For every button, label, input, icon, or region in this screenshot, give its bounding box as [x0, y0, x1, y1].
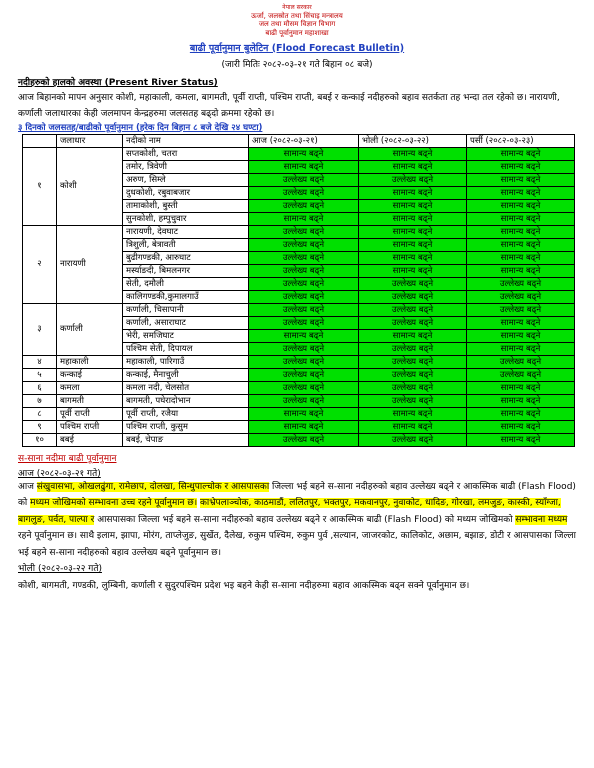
header-government: नेपाल सरकार [282, 4, 312, 11]
river-station: त्रिशुली, बेत्रावती [123, 238, 249, 251]
forecast-tomorrow: उल्लेख्य बढ्ने [359, 342, 467, 355]
highlighted-text: मध्यम जोखिमको सम्भावना उच्च रहने पूर्वानुमान छ। [30, 498, 198, 509]
river-station: तमोर, त्रिवेणी [123, 160, 249, 173]
forecast-today: उल्लेख्य बढ्ने [249, 173, 359, 186]
forecast-today: सामान्य बढ्ने [249, 160, 359, 173]
table-row [23, 355, 575, 368]
table-row [23, 381, 575, 394]
table-row [23, 225, 575, 238]
forecast-day-after: सामान्य बढ्ने [467, 212, 575, 225]
river-station: मर्स्याङदी, बिमलनगर [123, 264, 249, 277]
forecast-tomorrow: उल्लेख्य बढ्ने [359, 303, 467, 316]
col-header-today: आज (२०८२-०३-२१) [249, 134, 359, 147]
basin-number: ३ [23, 303, 57, 355]
forecast-day-after: सामान्य बढ्ने [467, 251, 575, 264]
river-station: सुनकोशी, हम्पुचुवार [123, 212, 249, 225]
forecast-today: उल्लेख्य बढ्ने [249, 433, 359, 446]
paragraph-text: आसपासका जिल्ला भई बहने स-साना नदीहरुको बहाव उल्लेख्य बढ्ने र आकस्मिक बाढी (Flash Flood) को मध्यम जोखिमको [94, 514, 516, 525]
forecast-tomorrow: उल्लेख्य बढ्ने [359, 381, 467, 394]
header-department: जल तथा मौसम विज्ञान विभाग [258, 20, 336, 29]
forecast-day-after: सामान्य बढ्ने [467, 199, 575, 212]
basin-number: ८ [23, 407, 57, 420]
forecast-today: उल्लेख्य बढ्ने [249, 264, 359, 277]
highlighted-text: संखुवासभा, ओखलढुंगा, रामेछाप, दोलखा, सिन्धुपाल्चोक र आसपासका [36, 481, 270, 492]
forecast-tomorrow: सामान्य बढ्ने [359, 212, 467, 225]
basin-name: कर्णाली [57, 303, 123, 355]
forecast-tomorrow: उल्लेख्य बढ्ने [359, 394, 467, 407]
forecast-tomorrow: उल्लेख्य बढ्ने [359, 316, 467, 329]
basin-number: १० [23, 433, 57, 446]
forecast-day-after: उल्लेख्य बढ्ने [467, 355, 575, 368]
forecast-tomorrow: सामान्य बढ्ने [359, 147, 467, 160]
river-station: दुधकोशी, रबुवाबजार [123, 186, 249, 199]
river-station: अरुण, सिम्ले [123, 173, 249, 186]
forecast-today: उल्लेख्य बढ्ने [249, 342, 359, 355]
basin-name: बागमती [57, 394, 123, 407]
basin-number: ५ [23, 368, 57, 381]
forecast-tomorrow: सामान्य बढ्ने [359, 225, 467, 238]
basin-number: ७ [23, 394, 57, 407]
table-row [23, 147, 575, 160]
river-station: महाकाली, पारिगाउँ [123, 355, 249, 368]
paragraph-text: जिल्ला भई बहने स-साना नदीहरुको बहाव उल्लेख्य बढ्ने र आकस्मिक बाढी (Flash Flood) को [18, 481, 576, 509]
forecast-day-after: सामान्य बढ्ने [467, 316, 575, 329]
forecast-tomorrow: उल्लेख्य बढ्ने [359, 173, 467, 186]
river-station: कालिगण्डकी,कुमालगाउँ [123, 290, 249, 303]
table-row [23, 407, 575, 420]
forecast-day-after: उल्लेख्य बढ्ने [467, 368, 575, 381]
forecast-today: उल्लेख्य बढ्ने [249, 316, 359, 329]
col-header-tomorrow: भोली (२०८२-०३-२२) [359, 134, 467, 147]
basin-name: कन्काई [57, 368, 123, 381]
forecast-day-after: सामान्य बढ्ने [467, 225, 575, 238]
header-division: बाढी पूर्वानुमान महाशाखा [265, 29, 329, 37]
forecast-today: सामान्य बढ्ने [249, 147, 359, 160]
forecast-today: उल्लेख्य बढ्ने [249, 355, 359, 368]
forecast-tomorrow: सामान्य बढ्ने [359, 199, 467, 212]
tomorrow-label: भोली (२०८२-०३-२२ गते) [18, 564, 102, 575]
basin-name: बबई [57, 433, 123, 446]
forecast-day-after: सामान्य बढ्ने [467, 329, 575, 342]
forecast-tomorrow: उल्लेख्य बढ्ने [359, 277, 467, 290]
river-station: सेती, दमौली [123, 277, 249, 290]
river-station: पश्चिम राप्ती, कुसुम [123, 420, 249, 433]
basin-name: महाकाली [57, 355, 123, 368]
paragraph-text: रहने पूर्वानुमान छ। साथै इलाम, झापा, मोरंग, ताप्लेजुङ, सुर्खेत, दैलेख, रुकुम पश्चिम, रुकुम पुर्व ,सल्यान, जाजरकोट, कालिकोट, अछाम, बझाङ, डोटी र आसपासका जिल्ला भई बहने स-साना नदीहरुको बहाव उल्लेख्य बढ्ने पूर्वानुमान छ। [18, 531, 576, 558]
basin-name: पश्चिम राप्ती [57, 420, 123, 433]
forecast-tomorrow: उल्लेख्य बढ्ने [359, 290, 467, 303]
river-station: सप्तकोशी, चतरा [123, 147, 249, 160]
forecast-tomorrow: उल्लेख्य बढ्ने [359, 355, 467, 368]
river-station: बुढीगण्डकी, आरुघाट [123, 251, 249, 264]
bulletin-title: बाढी पूर्वानुमान बुलेटिन (Flood Forecast Bulletin) [189, 42, 405, 54]
river-station: नारायणी, देवघाट [123, 225, 249, 238]
basin-name: कमला [57, 381, 123, 394]
col-header-number [23, 134, 57, 147]
forecast-today: सामान्य बढ्ने [249, 329, 359, 342]
river-station: पूर्वी राप्ती, रजैया [123, 407, 249, 420]
table-header-row [23, 134, 575, 147]
forecast-today: उल्लेख्य बढ्ने [249, 238, 359, 251]
highlighted-text: सम्भावना मध्यम [515, 514, 568, 525]
basin-name: नारायणी [57, 225, 123, 303]
river-station: कमला नदी, चेलसोत [123, 381, 249, 394]
basin-number: १ [23, 147, 57, 225]
forecast-day-after: सामान्य बढ्ने [467, 238, 575, 251]
river-station: तामाकोशी, बुस्ती [123, 199, 249, 212]
col-header-river: नदीको नाम [123, 134, 249, 147]
forecast-today: उल्लेख्य बढ्ने [249, 368, 359, 381]
forecast-day-after: सामान्य बढ्ने [467, 264, 575, 277]
table-body [23, 147, 575, 446]
forecast-today: उल्लेख्य बढ्ने [249, 277, 359, 290]
forecast-today: सामान्य बढ्ने [249, 420, 359, 433]
forecast-day-after: उल्लेख्य बढ्ने [467, 277, 575, 290]
basin-name: पूर्वी राप्ती [57, 407, 123, 420]
river-station: बागमती, पघेरादोभान [123, 394, 249, 407]
table-row [23, 433, 575, 446]
highlighted-text: काभ्रेपलाञ्चोक, काठमाडौं, ललितपुर, भक्तपुर, मकवानपुर, नुवाकोट, धादिङ, गोरखा, लमजुङ, कास्की, स्याँग्जा, बागलुङ, पर्वत, पाल्पा र [18, 498, 561, 525]
forecast-today: उल्लेख्य बढ्ने [249, 225, 359, 238]
river-station: कर्णाली, असाराघाट [123, 316, 249, 329]
col-header-basin: जलाधार [57, 134, 123, 147]
forecast-day-after: सामान्य बढ्ने [467, 381, 575, 394]
forecast-tomorrow: सामान्य बढ्ने [359, 186, 467, 199]
forecast-tomorrow: सामान्य बढ्ने [359, 160, 467, 173]
forecast-day-after: सामान्य बढ्ने [467, 394, 575, 407]
tomorrow-forecast-text: कोशी, बागमती, गण्डकी, लुम्बिनी, कर्णाली र सुदुरपश्चिम प्रदेश भइ बहने केही स-साना नदीहरुमा बहाव आकस्मिक बढ्न सक्ने पूर्वानुमान छ। [18, 580, 470, 591]
forecast-tomorrow: सामान्य बढ्ने [359, 238, 467, 251]
forecast-tomorrow: उल्लेख्य बढ्ने [359, 368, 467, 381]
river-status-text: आज बिहानको मापन अनुसार कोशी, महाकाली, कमला, बागमती, पूर्वी राप्ती, पश्चिम राप्ती, बबई र कन्काई नदीहरुको बहाव सतर्कता तह भन्दा तल रहेको छ। नारायणी, कर्णाली जलाधारका केही जलमापन केन्द्रहरुमा जलसतह बढ्दो क्रममा रहेको छ। [18, 92, 560, 119]
forecast-tomorrow: सामान्य बढ्ने [359, 329, 467, 342]
forecast-table [22, 134, 575, 447]
forecast-today: उल्लेख्य बढ्ने [249, 251, 359, 264]
issue-date: (जारी मितिः २०८२-०३-२१ गते बिहान ०८ बजे) [221, 59, 373, 70]
forecast-today: उल्लेख्य बढ्ने [249, 394, 359, 407]
river-station: पश्चिम सेती, दिपायल [123, 342, 249, 355]
small-rivers-heading: स-साना नदीमा बाढी पूर्वानुमान [18, 453, 117, 464]
river-station: कन्काई, मैनाचुली [123, 368, 249, 381]
forecast-tomorrow: उल्लेख्य बढ्ने [359, 433, 467, 446]
river-station: बबई, चेपाङ [123, 433, 249, 446]
basin-number: ४ [23, 355, 57, 368]
today-label: आज (२०८२-०३-२१ गते) [18, 468, 101, 479]
river-station: भेरी, समजिघाट [123, 329, 249, 342]
forecast-today: सामान्य बढ्ने [249, 407, 359, 420]
basin-number: २ [23, 225, 57, 303]
today-forecast-text [18, 479, 576, 562]
forecast-table-caption: ३ दिनको जलसतह/बाढीको पूर्वानुमान (हरेक दिन बिहान ८ बजे देखि २४ घण्टा) [18, 122, 263, 133]
forecast-day-after: सामान्य बढ्ने [467, 433, 575, 446]
forecast-day-after: सामान्य बढ्ने [467, 147, 575, 160]
forecast-day-after: सामान्य बढ्ने [467, 420, 575, 433]
forecast-day-after: सामान्य बढ्ने [467, 160, 575, 173]
forecast-day-after: उल्लेख्य बढ्ने [467, 290, 575, 303]
forecast-today: उल्लेख्य बढ्ने [249, 199, 359, 212]
forecast-today: उल्लेख्य बढ्ने [249, 186, 359, 199]
basin-name: कोशी [57, 147, 123, 225]
forecast-tomorrow: सामान्य बढ्ने [359, 264, 467, 277]
header-ministry: ऊर्जा, जलस्रोत तथा सिंचाइ मन्त्रालय [251, 11, 343, 20]
forecast-today: उल्लेख्य बढ्ने [249, 303, 359, 316]
forecast-tomorrow: सामान्य बढ्ने [359, 251, 467, 264]
basin-number: ९ [23, 420, 57, 433]
river-status-heading: नदीहरुको हालको अवस्था (Present River Status) [18, 77, 218, 88]
table-row [23, 303, 575, 316]
table-row [23, 394, 575, 407]
forecast-day-after: सामान्य बढ्ने [467, 407, 575, 420]
forecast-day-after: सामान्य बढ्ने [467, 342, 575, 355]
paragraph-text: आज [18, 481, 37, 492]
table-row [23, 368, 575, 381]
table-row [23, 420, 575, 433]
agency-header [0, 0, 594, 38]
forecast-tomorrow: सामान्य बढ्ने [359, 420, 467, 433]
forecast-today: सामान्य बढ्ने [249, 212, 359, 225]
forecast-day-after: सामान्य बढ्ने [467, 173, 575, 186]
river-station: कर्णाली, चिसापानी [123, 303, 249, 316]
forecast-day-after: सामान्य बढ्ने [467, 186, 575, 199]
forecast-today: उल्लेख्य बढ्ने [249, 290, 359, 303]
forecast-day-after: उल्लेख्य बढ्ने [467, 303, 575, 316]
col-header-day-after: पर्सी (२०८२-०३-२३) [467, 134, 575, 147]
forecast-today: उल्लेख्य बढ्ने [249, 381, 359, 394]
forecast-tomorrow: सामान्य बढ्ने [359, 407, 467, 420]
basin-number: ६ [23, 381, 57, 394]
